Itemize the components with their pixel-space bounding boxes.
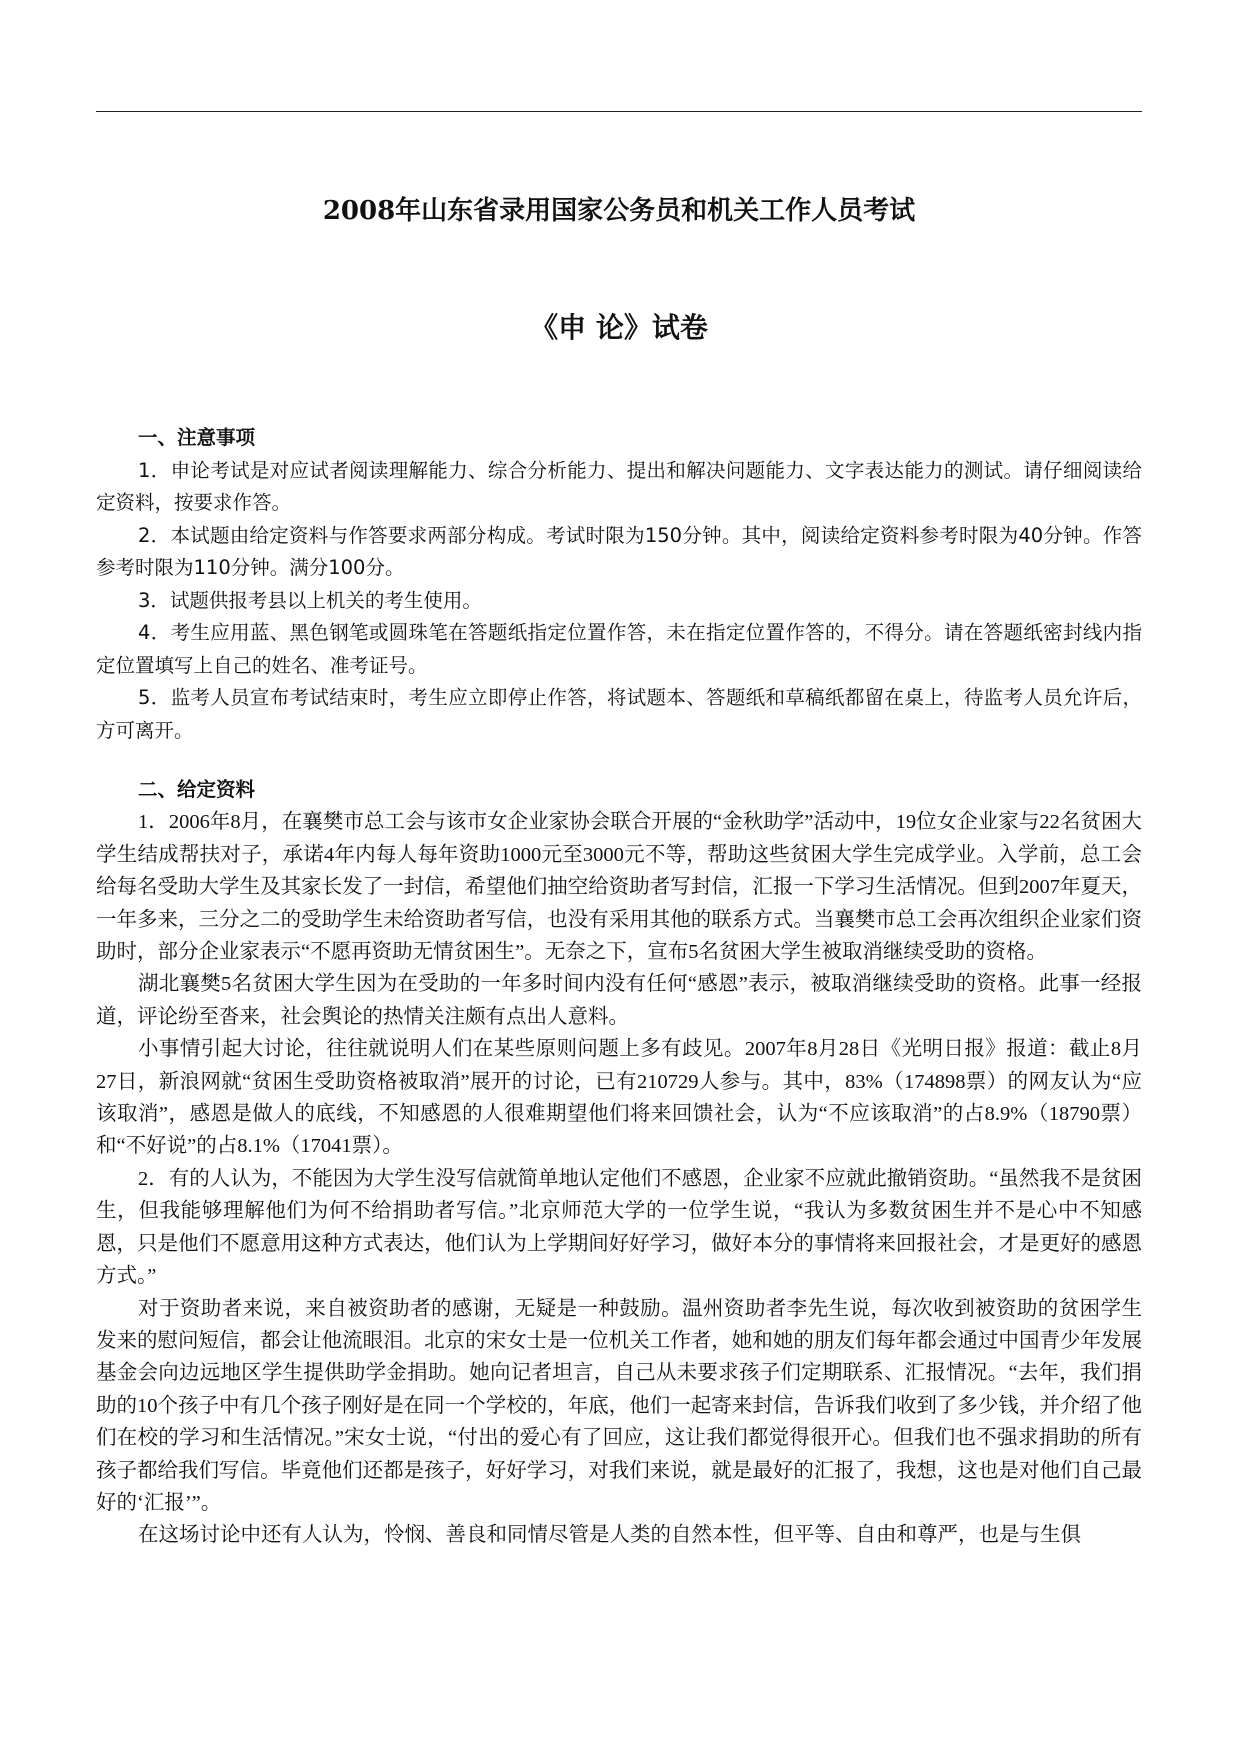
material-paragraph: 2．有的人认为，不能因为大学生没写信就简单地认定他们不感恩，企业家不应就此撤销资助。“虽然我不是贫困生，但我能够理解他们为何不给捐助者写信。”北京师范大学的一位学生说，“我认为多数贫困生并不是心中不知感恩，只是他们不愿意用这种方式表达，他们认为上学期间好好学习，做好本分的事情将来回报社会，才是更好的感恩方式。” [96, 1167, 1142, 1288]
material-paragraph: 1．2006年8月，在襄樊市总工会与该市女企业家协会联合开展的“金秋助学”活动中，19位女企业家与22名贫困大学生结成帮扶对子，承诺4年内每人每年资助1000元至3000元不等，帮助这些贫困大学生完成学业。入学前，总工会给每名受助大学生及其家长发了一封信，希望他们抽空给资助者写封信，汇报一下学习生活情况。但到2007年夏天，一年多来，三分之二的受助学生未给资助者写信，也没有采用其他的联系方式。当襄樊市总工会再次组织企业家们资助时，部分企业家表示“不愿再资助无情贫困生”。无奈之下，宣布5名贫困大学生被取消继续受助的资格。 [96, 811, 1142, 964]
header-rule [96, 111, 1142, 112]
note-item: 1．申论考试是对应试者阅读理解能力、综合分析能力、提出和解决问题能力、文字表达能力的测试。请仔细阅读给定资料，按要求作答。 [96, 458, 1142, 514]
notes-section [96, 422, 1142, 747]
materials-heading: 二、给定资料 [138, 778, 256, 801]
note-item: 4．考生应用蓝、黑色钢笔或圆珠笔在答题纸指定位置作答，未在指定位置作答的，不得分。请在答题纸密封线内指定位置填写上自己的姓名、准考证号。 [96, 621, 1142, 677]
note-item: 2．本试题由给定资料与作答要求两部分构成。考试时限为150分钟。其中，阅读给定资料参考时限为40分钟。作答参考时限为110分钟。满分100分。 [96, 523, 1142, 579]
materials-section [96, 774, 1142, 1552]
exam-title: 2008年山东省录用国家公务员和机关工作人员考试 [322, 196, 916, 226]
material-paragraph: 对于资助者来说，来自被资助者的感谢，无疑是一种鼓励。温州资助者李先生说，每次收到被资助的贫困学生发来的慰问短信，都会让他流眼泪。北京的宋女士是一位机关工作者，她和她的朋友们每年都会通过中国青少年发展基金会向边远地区学生提供助学金捐助。她向记者坦言，自己从未要求孩子们定期联系、汇报情况。“去年，我们捐助的10个孩子中有几个孩子刚好是在同一个学校的，年底，他们一起寄来封信，告诉我们收到了多少钱，并介绍了他们在校的学习和生活情况。”宋女士说，“付出的爱心有了回应，这让我们都觉得很开心。但我们也不强求捐助的所有孩子都给我们写信。毕竟他们还都是孩子，好好学习，对我们来说，就是最好的汇报了，我想，这也是对他们自己最好的‘汇报’”。 [96, 1297, 1142, 1514]
notes-heading: 一、注意事项 [138, 426, 256, 449]
note-item: 3．试题供报考县以上机关的考生使用。 [138, 588, 482, 612]
material-paragraph: 湖北襄樊5名贫困大学生因为在受助的一年多时间内没有任何“感恩”表示，被取消继续受助的资格。此事一经报道，评论纷至沓来，社会舆论的热情关注颇有点出人意料。 [96, 973, 1142, 1028]
material-paragraph: 在这场讨论中还有人认为，怜悯、善良和同情尽管是人类的自然本性，但平等、自由和尊严，也是与生俱 [138, 1524, 1081, 1547]
paper-subtitle: 《申 论》试卷 [530, 311, 708, 344]
material-paragraph: 小事情引起大讨论，往往就说明人们在某些原则问题上多有歧见。2007年8月28日《光明日报》报道：截止8月27日，新浪网就“贫困生受助资格被取消”展开的讨论，已有210729人参与。其中，83%（174898票）的网友认为“应该取消”，感恩是做人的底线，不知感恩的人很难期望他们将来回馈社会，认为“不应该取消”的占8.9%（18790票）和“不好说”的占8.1%（17041票）。 [96, 1038, 1142, 1158]
note-item: 5．监考人员宣布考试结束时，考生应立即停止作答，将试题本、答题纸和草稿纸都留在桌上，待监考人员允许后，方可离开。 [96, 686, 1142, 742]
